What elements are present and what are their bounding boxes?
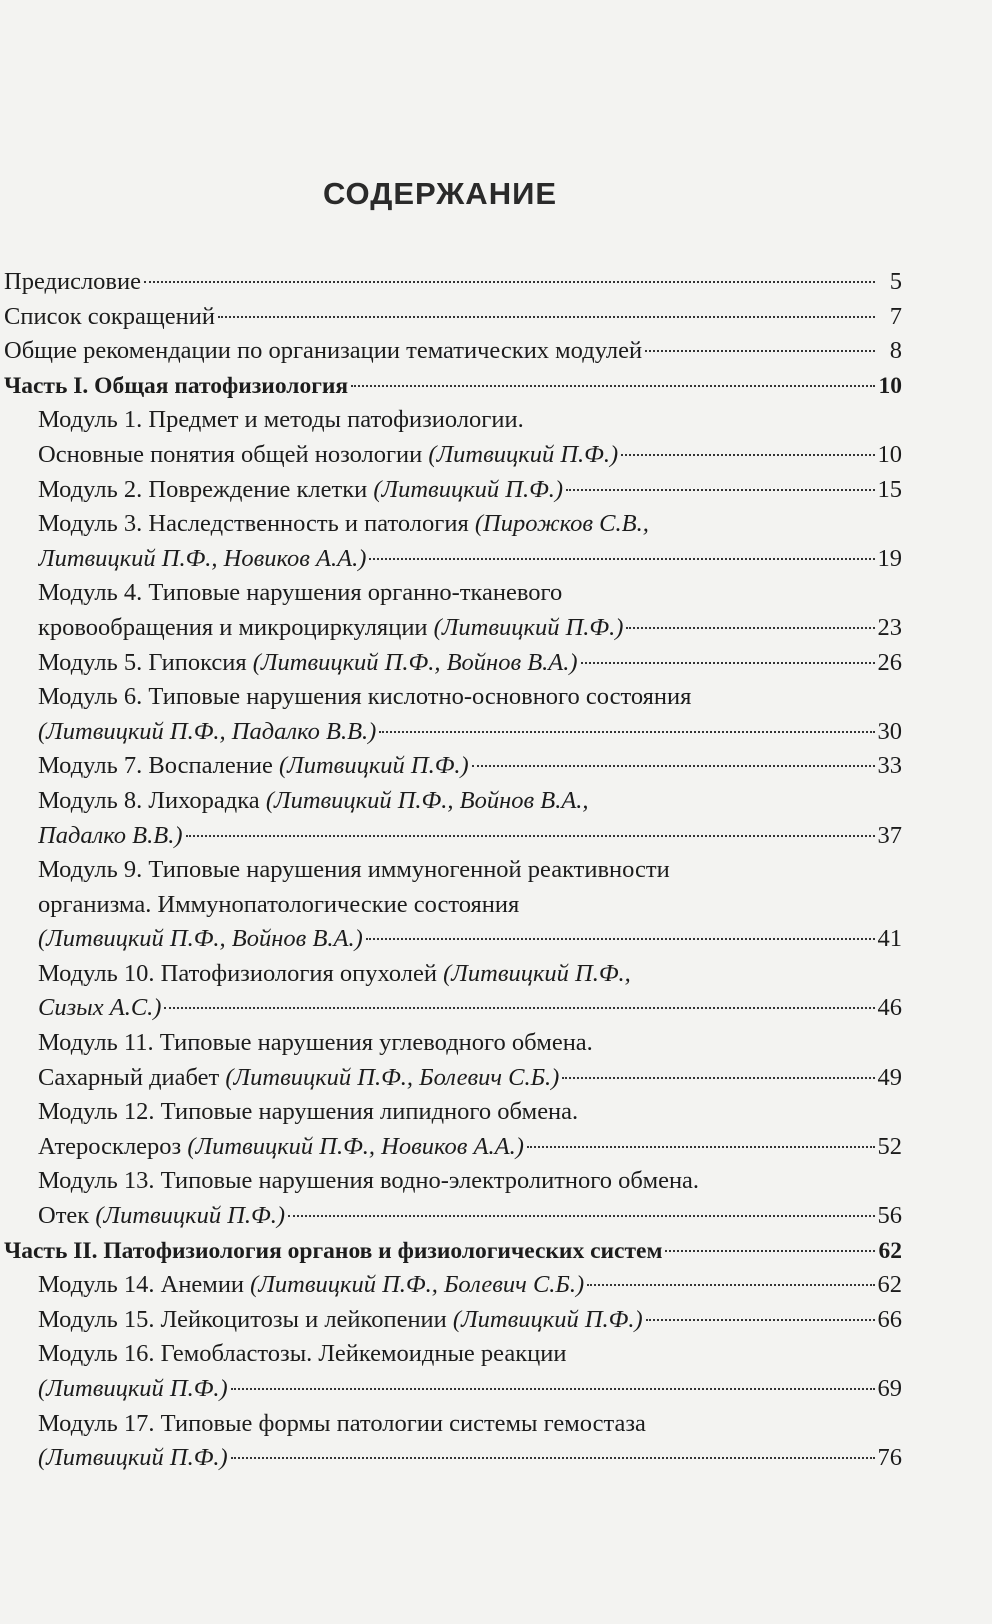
toc-entry-text [38,1130,524,1165]
toc-entry-title: Атеросклероз [38,1132,188,1160]
toc-entry [0,265,902,300]
toc-entry [0,507,902,542]
toc-page-number: 52 [877,1132,902,1160]
toc-entry-title: Отек [38,1202,96,1230]
toc-entry-title: Модуль 3. Наследственность и патология [38,510,475,538]
toc-entry-title: Модуль 8. Лихорадка [38,786,266,814]
toc-entry-text [38,888,519,923]
toc-entry-text [38,749,469,784]
dot-leader [231,1387,875,1390]
toc-entry [0,1303,902,1338]
toc-entry-authors: (Литвицкий П.Ф., Войнов В.А.) [38,925,363,953]
toc-entry [0,1199,902,1234]
toc-entry-title: Модуль 4. Типовые нарушения органно-тканевого [38,579,563,607]
toc-entry-authors: (Литвицкий П.Ф.) [38,1444,228,1472]
toc-entry [0,784,902,819]
toc-entry-title: Список сокращений [4,302,215,330]
toc-entry [0,1372,902,1407]
toc-entry-text [38,957,631,992]
toc-entry-text [38,1372,228,1407]
dot-leader [527,1145,875,1148]
toc-entry-title: организма. Иммунопатологические состояния [38,890,520,918]
toc-entry [0,749,902,784]
page-title: СОДЕРЖАНИЕ [322,176,558,211]
toc-entry-title: Модуль 16. Гемобластозы. Лейкемоидные реакции [38,1340,567,1368]
dot-leader [665,1249,875,1252]
dot-leader [587,1283,874,1286]
toc-entry [0,888,902,923]
toc-entry-title: Модуль 17. Типовые формы патологии системы гемостаза [38,1409,646,1437]
dot-leader [231,1456,875,1459]
dot-leader [645,349,875,352]
toc-entry-authors: (Литвицкий П.Ф.) [433,613,624,641]
toc-entry-text [38,1164,699,1199]
toc-entry-title: Модуль 1. Предмет и методы патофизиологии. [38,406,524,434]
toc-entry-authors: (Литвицкий П.Ф.) [428,440,619,468]
dot-leader [472,764,875,767]
toc-entry-text [38,542,366,577]
toc-page-number: 33 [877,752,902,780]
toc-page-number: 62 [878,1237,902,1264]
toc-entry-title: Часть II. Патофизиология органов и физиологических систем [4,1237,663,1264]
toc-entry [0,819,902,854]
toc-entry-authors: (Литвицкий П.Ф.) [452,1305,643,1333]
toc-entry-authors: (Литвицкий П.Ф.) [373,475,564,503]
toc-entry [0,473,902,508]
toc-entry-title: Часть I. Общая патофизиология [4,372,349,399]
toc-entry-text [38,680,691,715]
toc-entry [0,957,902,992]
toc-entry-text [38,403,524,438]
dot-leader [369,557,874,560]
toc-entry [0,438,902,473]
toc-page-number: 8 [889,337,902,365]
toc-entry-authors: (Литвицкий П.Ф.) [38,1375,228,1402]
toc-entry [0,1061,902,1096]
toc-page-number: 23 [877,613,902,641]
dot-leader [566,488,874,491]
toc-entry-text [4,265,141,300]
toc-entry-text [38,819,183,854]
toc-page-number: 7 [889,302,902,330]
toc-page-number: 10 [877,440,902,468]
toc-entry-title: Модуль 11. Типовые нарушения углеводного обмена. [38,1029,593,1057]
toc-entry-title: Модуль 12. Типовые нарушения липидного обмена. [38,1098,579,1126]
dot-leader [288,1214,874,1217]
toc-page-number: 26 [877,648,902,676]
toc-entry [0,715,902,750]
toc-entry [0,334,902,369]
toc-entry-authors: (Литвицкий П.Ф.) [95,1202,286,1230]
toc-entry-text [38,922,363,957]
toc-entry [0,300,902,335]
toc-entry-authors: (Литвицкий П.Ф., Войнов В.А., [265,786,589,814]
toc-entry-title: Предисловие [4,268,141,295]
toc-page-number: 15 [877,475,902,503]
toc-entry-authors: (Пирожков С.В., [474,510,649,538]
toc-entry [0,680,902,715]
toc-entry-text [38,1268,584,1303]
toc-entry-text [38,1407,646,1442]
toc-entry-text [38,1199,285,1234]
toc-entry [0,542,902,577]
dot-leader [581,661,875,664]
toc-entry-title: Модуль 13. Типовые нарушения водно-электролитного обмена. [38,1167,700,1195]
toc-entry-text [4,300,215,335]
toc-entry-title: Модуль 9. Типовые нарушения иммуногенной реактивности [38,856,670,884]
toc-entry [0,611,902,646]
toc-entry-authors: (Литвицкий П.Ф., Болевич С.Б.) [225,1063,560,1091]
toc-entry-title: кровообращения и микроциркуляции [38,613,434,641]
toc-entry-authors: Падалко В.В.) [38,821,183,849]
toc-page-number: 41 [877,925,902,953]
dot-leader [646,1318,875,1321]
toc-entry-authors: (Литвицкий П.Ф., Войнов В.А.) [252,648,578,676]
toc-entry-title: Модуль 2. Повреждение клетки [38,475,374,503]
toc-entry-authors: (Литвицкий П.Ф., [443,959,631,987]
toc-entry-text [38,473,563,508]
toc-entry-text [38,1441,228,1476]
toc-part-heading [0,1234,902,1269]
toc-page-number: 19 [877,544,902,572]
toc-entry-authors: (Литвицкий П.Ф., Новиков А.А.) [187,1132,524,1160]
toc-entry-text [4,1234,662,1269]
toc-entry-title: Общие рекомендации по организации тематических модулей [4,337,643,365]
toc-entry-authors: Литвицкий П.Ф., Новиков А.А.) [38,544,367,572]
toc-entry [0,853,902,888]
toc-page-number: 5 [889,268,902,295]
dot-leader [366,937,875,940]
toc-entry-text [38,991,161,1026]
toc-entry [0,403,902,438]
toc-entry-text [38,1026,593,1061]
dot-leader [351,384,875,387]
dot-leader [144,280,875,283]
toc-entry-text [38,1303,643,1338]
toc-entry-title: Основные понятия общей нозологии [38,440,429,468]
toc-page-number: 46 [877,994,902,1022]
toc-entry [0,1441,902,1476]
toc-page-number: 66 [877,1305,902,1333]
toc-entry-title: Модуль 6. Типовые нарушения кислотно-основного состояния [38,683,692,711]
table-of-contents [0,265,902,1476]
toc-entry-text [38,507,649,542]
toc-entry [0,922,902,957]
toc-entry-text [4,334,642,369]
toc-entry [0,991,902,1026]
toc-part-heading [0,369,902,404]
toc-entry [0,646,902,681]
toc-entry-authors: Сизых А.С.) [38,994,162,1022]
toc-entry [0,576,902,611]
toc-entry [0,1130,902,1165]
dot-leader [562,1076,874,1079]
toc-entry-text [4,369,348,404]
toc-entry [0,1337,902,1372]
toc-page-number: 56 [877,1202,902,1230]
toc-entry-text [38,1061,559,1096]
toc-entry-text [38,576,562,611]
toc-entry-title: Модуль 14. Анемии [38,1271,251,1299]
toc-entry-text [38,438,618,473]
toc-entry-title: Модуль 15. Лейкоцитозы и лейкопении [38,1305,453,1333]
toc-entry-title: Модуль 5. Гипоксия [38,648,253,676]
toc-entry-text [38,646,578,681]
toc-entry-text [38,1095,578,1130]
toc-entry [0,1026,902,1061]
toc-page-number: 76 [877,1444,902,1472]
toc-entry-title: Модуль 7. Воспаление [38,752,279,780]
toc-entry-text [38,784,589,819]
toc-entry-authors: (Литвицкий П.Ф., Болевич С.Б.) [250,1271,585,1299]
toc-entry-text [38,611,623,646]
toc-entry-authors: (Литвицкий П.Ф.) [278,752,469,780]
toc-entry [0,1164,902,1199]
dot-leader [218,315,875,318]
dot-leader [186,834,875,837]
dot-leader [621,453,874,456]
toc-page-number: 62 [877,1271,902,1299]
toc-page-number: 49 [877,1063,902,1091]
toc-entry [0,1268,902,1303]
toc-entry-text [38,1337,566,1372]
toc-entry-title: Модуль 10. Патофизиология опухолей [38,959,444,987]
dot-leader [626,626,874,629]
dot-leader [379,730,874,733]
toc-entry [0,1407,902,1442]
toc-page-number: 30 [877,717,902,745]
dot-leader [164,1006,874,1009]
toc-entry-text [38,853,670,888]
toc-page-number: 10 [878,372,902,399]
toc-entry [0,1095,902,1130]
toc-entry-text [38,715,376,750]
toc-entry-title: Сахарный диабет [38,1063,226,1091]
toc-entry-authors: (Литвицкий П.Ф., Падалко В.В.) [38,717,377,745]
toc-page-number: 37 [877,821,902,849]
toc-page-number: 69 [877,1375,902,1402]
